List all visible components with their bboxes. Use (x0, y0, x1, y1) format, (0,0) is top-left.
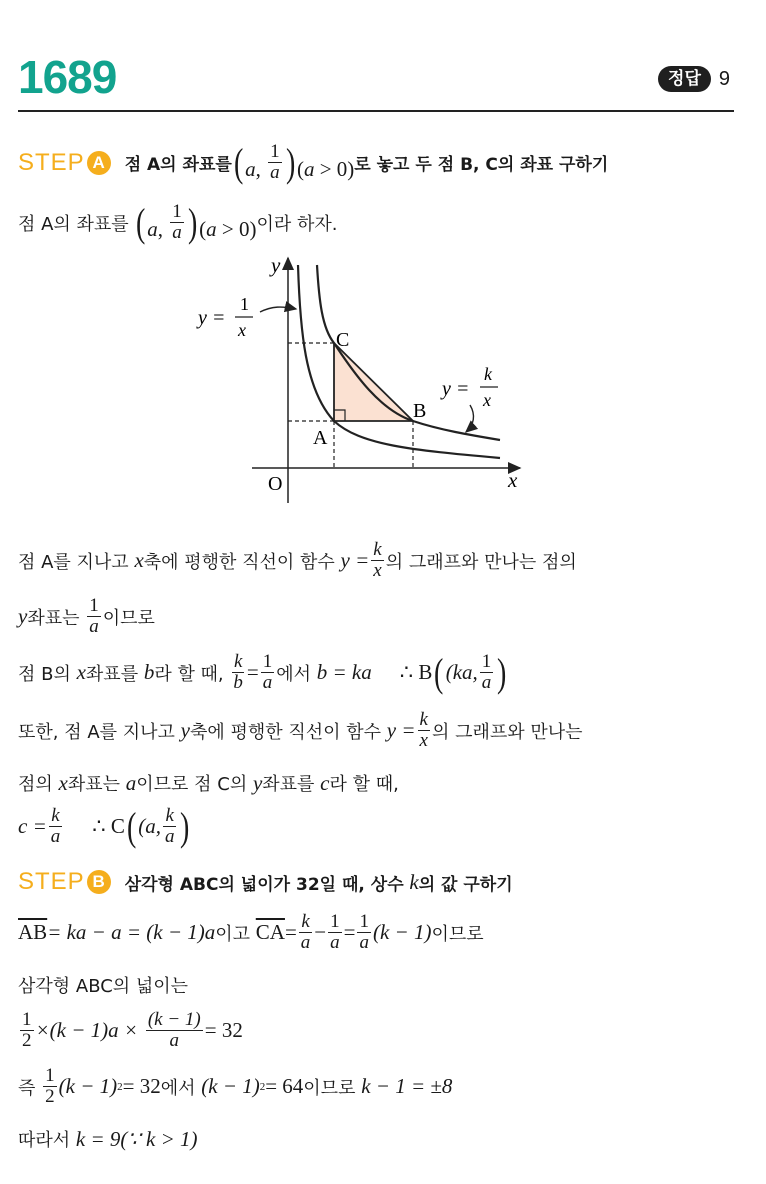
step-title-text-2: 로 놓고 두 점 B, C의 좌표 구하기 (354, 155, 609, 175)
frac-den: x (419, 730, 428, 751)
step-title-coord-close: )(a > 0) (285, 139, 355, 185)
frac-num: (k − 1) (147, 1009, 201, 1030)
var-a: a (125, 770, 137, 795)
step-title-text: 점 A의 좌표를 (124, 155, 232, 175)
text: 점 A를 지나고 (18, 551, 129, 573)
text: 이므로 (102, 607, 155, 629)
text: 점 B의 (18, 663, 71, 685)
frac-den: x (373, 560, 382, 581)
fraction (328, 912, 342, 953)
exponent: 2 (259, 1080, 266, 1093)
step-title-text-2: 의 값 구하기 (418, 874, 513, 895)
text: 의 그래프와 만나는 점의 (385, 551, 577, 573)
equation-lhs: c = (18, 814, 47, 838)
text: 축에 평행한 직선이 함수 (143, 551, 335, 573)
fraction (49, 806, 63, 847)
step-title-coord-open: (a, (233, 139, 267, 185)
text: 이므로 (431, 923, 484, 945)
curve2-den: x (483, 390, 491, 410)
frac-den: a (270, 162, 280, 183)
frac-den: a (172, 222, 182, 243)
y-axis-label: y (271, 253, 281, 277)
text: 좌표를 (85, 663, 139, 685)
segment-ca: $\overline{CA}$ (255, 920, 285, 944)
frac-den: a (359, 932, 369, 953)
result-expr: b = ka (316, 660, 372, 684)
segment-ab: $\overline{AB}$ (18, 920, 48, 944)
curve2-num: k (484, 364, 492, 384)
equals: = (284, 920, 297, 944)
frac-num: 1 (89, 595, 99, 616)
final-answer-expr: k = 9(∵ k > 1) (75, 1126, 198, 1151)
fraction (87, 596, 101, 637)
coord-close: )(a > 0) (187, 199, 257, 245)
frac-num: 1 (45, 1065, 55, 1086)
frac-den: a (481, 672, 492, 693)
text: 또한, 점 A를 지나고 (18, 721, 175, 743)
curve2-lhs: y = (442, 378, 470, 400)
coord-open: (a, (135, 199, 169, 245)
step-letter-badge: B (87, 870, 111, 894)
text: 에서 (160, 1077, 196, 1099)
frac-num: k (165, 805, 174, 826)
step-title-text: 삼각형 ABC의 넓이가 32일 때, 상수 (124, 874, 404, 895)
frac-num: k (301, 911, 310, 932)
fraction (268, 142, 282, 183)
fraction (231, 652, 245, 693)
fraction (299, 912, 313, 953)
frac-den: a (330, 932, 340, 953)
point-a-label: A (313, 427, 328, 449)
frac-num: 1 (481, 651, 492, 672)
fraction (261, 652, 275, 693)
frac-den: b (233, 672, 243, 693)
fraction (146, 1010, 203, 1051)
step-a-heading (18, 139, 609, 185)
text: 이라 하자. (256, 213, 338, 235)
fraction (163, 806, 177, 847)
frac-num: 1 (262, 651, 273, 672)
step-letter-badge: A (87, 151, 111, 175)
frac-den: 2 (45, 1086, 55, 1107)
answer-badge: 정답 (658, 66, 711, 92)
expr: (k − 1) (58, 1074, 118, 1098)
fraction (418, 710, 430, 751)
tail-expr: (k − 1) (372, 920, 432, 944)
equals: = (343, 920, 356, 944)
solution-line-10 (18, 1010, 243, 1051)
fraction (20, 1010, 34, 1051)
curve1-den: x (238, 320, 246, 340)
equals: = (246, 660, 259, 684)
frac-num: k (373, 539, 382, 560)
text: 점 A의 좌표를 (18, 213, 129, 235)
fraction (371, 540, 383, 581)
solution-line-4: 점 B의 x 좌표를 b 라 할 때, $\frac{k}{b}$ = $\frac{1}{a}$ 에서 b = ka ∴ B ( (ka, $\frac{1}{a}$ ) (18, 649, 507, 695)
frac-num: 1 (359, 911, 369, 932)
frac-den: a (169, 1030, 180, 1051)
rhs: = 32 (204, 1018, 243, 1042)
frac-num: 1 (22, 1009, 32, 1030)
text: 좌표를 (262, 774, 315, 795)
frac-den: a (262, 672, 273, 693)
var-a: a (245, 156, 256, 181)
x-axis-label: x (508, 468, 518, 492)
text: 즉 (18, 1077, 36, 1099)
frac-den: 2 (22, 1030, 32, 1051)
solution-line-3 (18, 596, 155, 637)
pointer-arrow-2 (466, 405, 473, 432)
expr: (k − 1) (201, 1074, 260, 1098)
pointer-arrow-1 (260, 307, 296, 312)
frac-num: k (419, 709, 428, 730)
step-label: STEP (18, 148, 85, 176)
solution-line-1 (18, 199, 338, 245)
triangle-abc (334, 343, 413, 421)
frac-num: 1 (330, 911, 340, 932)
text: 좌표는 (67, 774, 121, 795)
solution-line-2 (18, 540, 577, 581)
fraction (357, 912, 371, 953)
frac-den: a (89, 616, 99, 637)
point-b-label: B (413, 400, 427, 422)
text: 라 할 때, (329, 774, 399, 795)
step-b-heading (18, 868, 513, 896)
origin-label: O (268, 473, 283, 495)
answer-value: 9 (718, 67, 730, 90)
equals-expr: = 32 (122, 1074, 161, 1098)
text: 이고 (215, 923, 251, 945)
exponent: 2 (117, 1080, 123, 1093)
answer-block (658, 66, 730, 92)
coord-close: ) (180, 803, 190, 849)
text: 따라서 (18, 1130, 71, 1151)
curve1-num: 1 (240, 294, 249, 314)
frac-num: 1 (172, 201, 182, 222)
solution-line-8 (18, 912, 484, 953)
var-x: x (134, 548, 144, 572)
solution-line-6 (18, 770, 399, 796)
text: 축에 평행한 직선이 함수 (189, 721, 382, 743)
equation-lhs: y = (340, 548, 370, 572)
text: 점의 (18, 774, 53, 795)
solution-line-12 (18, 1126, 198, 1152)
text: 삼각형 ABC의 넓이는 (18, 976, 189, 997)
problem-number: 1689 (18, 51, 117, 103)
var-y: y (180, 718, 190, 742)
frac-num: k (233, 651, 243, 672)
fraction (43, 1066, 57, 1107)
header-divider (18, 110, 734, 112)
var-y: y (18, 604, 28, 628)
minus: − (314, 920, 327, 944)
frac-den: a (164, 826, 175, 847)
solution-line-5 (18, 710, 583, 751)
fraction (170, 202, 184, 243)
var-x: x (76, 660, 86, 684)
var-k: k (409, 869, 419, 894)
frac-num: 1 (270, 141, 280, 162)
therefore-point: ∴ B (399, 660, 433, 684)
coord-open: (a, (138, 814, 161, 838)
text: 좌표는 (27, 607, 80, 629)
coord-close: ) (497, 649, 507, 695)
ab-expression: = ka − a = (k − 1)a (47, 920, 216, 944)
therefore-point: ∴ C (92, 814, 125, 838)
hyperbola-graph (180, 250, 540, 510)
text: 라 할 때, (154, 663, 224, 685)
frac-num: k (51, 805, 60, 826)
var-x: x (58, 770, 68, 795)
step-label: STEP (18, 868, 85, 895)
text: 의 그래프와 만나는 (431, 721, 583, 743)
curve1-lhs: y = (198, 307, 226, 329)
frac-den: a (300, 932, 311, 953)
equation-lhs: y = (386, 718, 416, 742)
var-y: y (252, 770, 263, 795)
equals-expr: = 64 (265, 1074, 304, 1098)
text: 에서 (276, 663, 312, 685)
var-c: c (320, 770, 330, 795)
text: 이므로 (303, 1077, 356, 1099)
solution-line-11 (18, 1066, 452, 1107)
frac-den: a (50, 826, 61, 847)
var-b: b (143, 660, 155, 684)
fraction (480, 652, 494, 693)
point-c-label: C (336, 329, 350, 351)
text: 이므로 점 C의 (136, 774, 248, 795)
coord-open: (ka, (445, 660, 478, 684)
solution-line-9 (18, 972, 188, 998)
mid-expr: ×(k − 1)a × (35, 1018, 139, 1042)
solution-line-7: c = $\frac{k}{a}$ ∴ C ( (a, $\frac{k}{a}$ ) (18, 803, 190, 849)
result-expr: k − 1 = ±8 (361, 1074, 453, 1098)
